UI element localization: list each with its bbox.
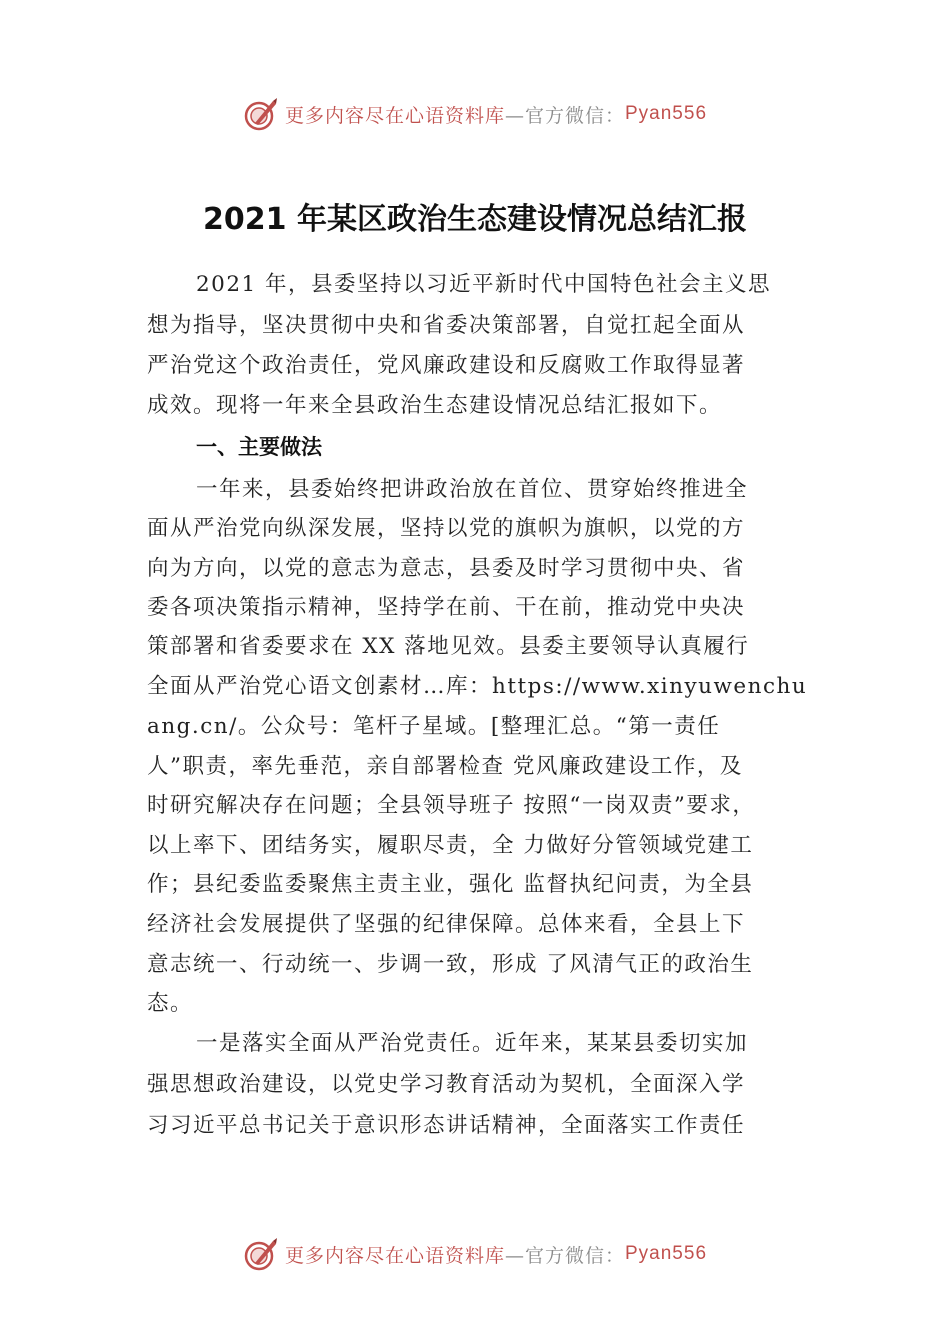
paragraph-line: 委各项决策指示精神，坚持学在前、干在前，推动党中央决: [147, 595, 746, 620]
paragraph-line: 向为方向，以党的意志为意志，县委及时学习贯彻中央、省: [147, 556, 746, 581]
paragraph-line: 习习近平总书记关于意识形态讲话精神，全面落实工作责任: [147, 1113, 746, 1138]
paragraph-line: 一年来，县委始终把讲政治放在首位、贯穿始终推进全: [196, 477, 749, 502]
footer-banner: [0, 1234, 950, 1274]
paragraph-line: 严治党这个政治责任，党风廉政建设和反腐败工作取得显著: [147, 353, 746, 378]
header-banner: [0, 94, 950, 134]
paragraph-line: 以上率下、团结务实，履职尽责，全 力做好分管领域党建工: [147, 833, 754, 858]
paragraph-line: ang.cn/。公众号：笔杆子星域。[整理汇总。“第一责任: [147, 714, 721, 739]
paragraph-line: 面从严治党向纵深发展，坚持以党的旗帜为旗帜，以党的方: [147, 516, 746, 541]
section-heading: 一、主要做法: [196, 435, 322, 459]
paragraph-line: 时研究解决存在问题；全县领导班子 按照“一岗双责”要求，: [147, 793, 756, 818]
paragraph-line: 经济社会发展提供了坚强的纪律保障。总体来看，全县上下: [147, 912, 746, 937]
banner-middle: —官方微信：: [504, 104, 625, 127]
document-title: 2021 年某区政治生态建设情况总结汇报: [203, 202, 747, 237]
paragraph-line: 成效。现将一年来全县政治生态建设情况总结汇报如下。: [147, 393, 723, 418]
paragraph-line: 意志统一、行动统一、步调一致，形成 了风清气正的政治生: [147, 952, 754, 977]
paragraph-line: 2021 年，县委坚持以习近平新时代中国特色社会主义思: [196, 272, 772, 297]
paragraph-line: 强思想政治建设，以党史学习教育活动为契机，全面深入学: [147, 1072, 746, 1097]
paragraph-line: 一是落实全面从严治党责任。近年来，某某县委切实加: [196, 1031, 749, 1056]
banner-account: Pyan556: [625, 103, 708, 124]
paragraph-line: 全面从严治党心语文创素材…库：https://www.xinyuwenchu: [147, 674, 808, 699]
quill-seal-icon: [243, 96, 279, 132]
paragraph-line: 策部署和省委要求在 XX 落地见效。县委主要领导认真履行: [147, 634, 750, 659]
banner-prefix: 更多内容尽在心语资料库: [284, 104, 505, 127]
banner-prefix: 更多内容尽在心语资料库: [284, 1244, 505, 1267]
paragraph-line: 想为指导，坚决贯彻中央和省委决策部署，自觉扛起全面从: [147, 313, 746, 338]
banner-middle: —官方微信：: [504, 1244, 625, 1267]
banner-account: Pyan556: [625, 1243, 708, 1264]
paragraph-line: 态。: [147, 991, 194, 1016]
quill-seal-icon: [243, 1236, 279, 1272]
paragraph-line: 作；县纪委监委聚焦主责主业，强化 监督执纪问责，为全县: [147, 872, 754, 897]
paragraph-line: 人”职责，率先垂范，亲自部署检查 党风廉政建设工作，及: [147, 754, 743, 779]
